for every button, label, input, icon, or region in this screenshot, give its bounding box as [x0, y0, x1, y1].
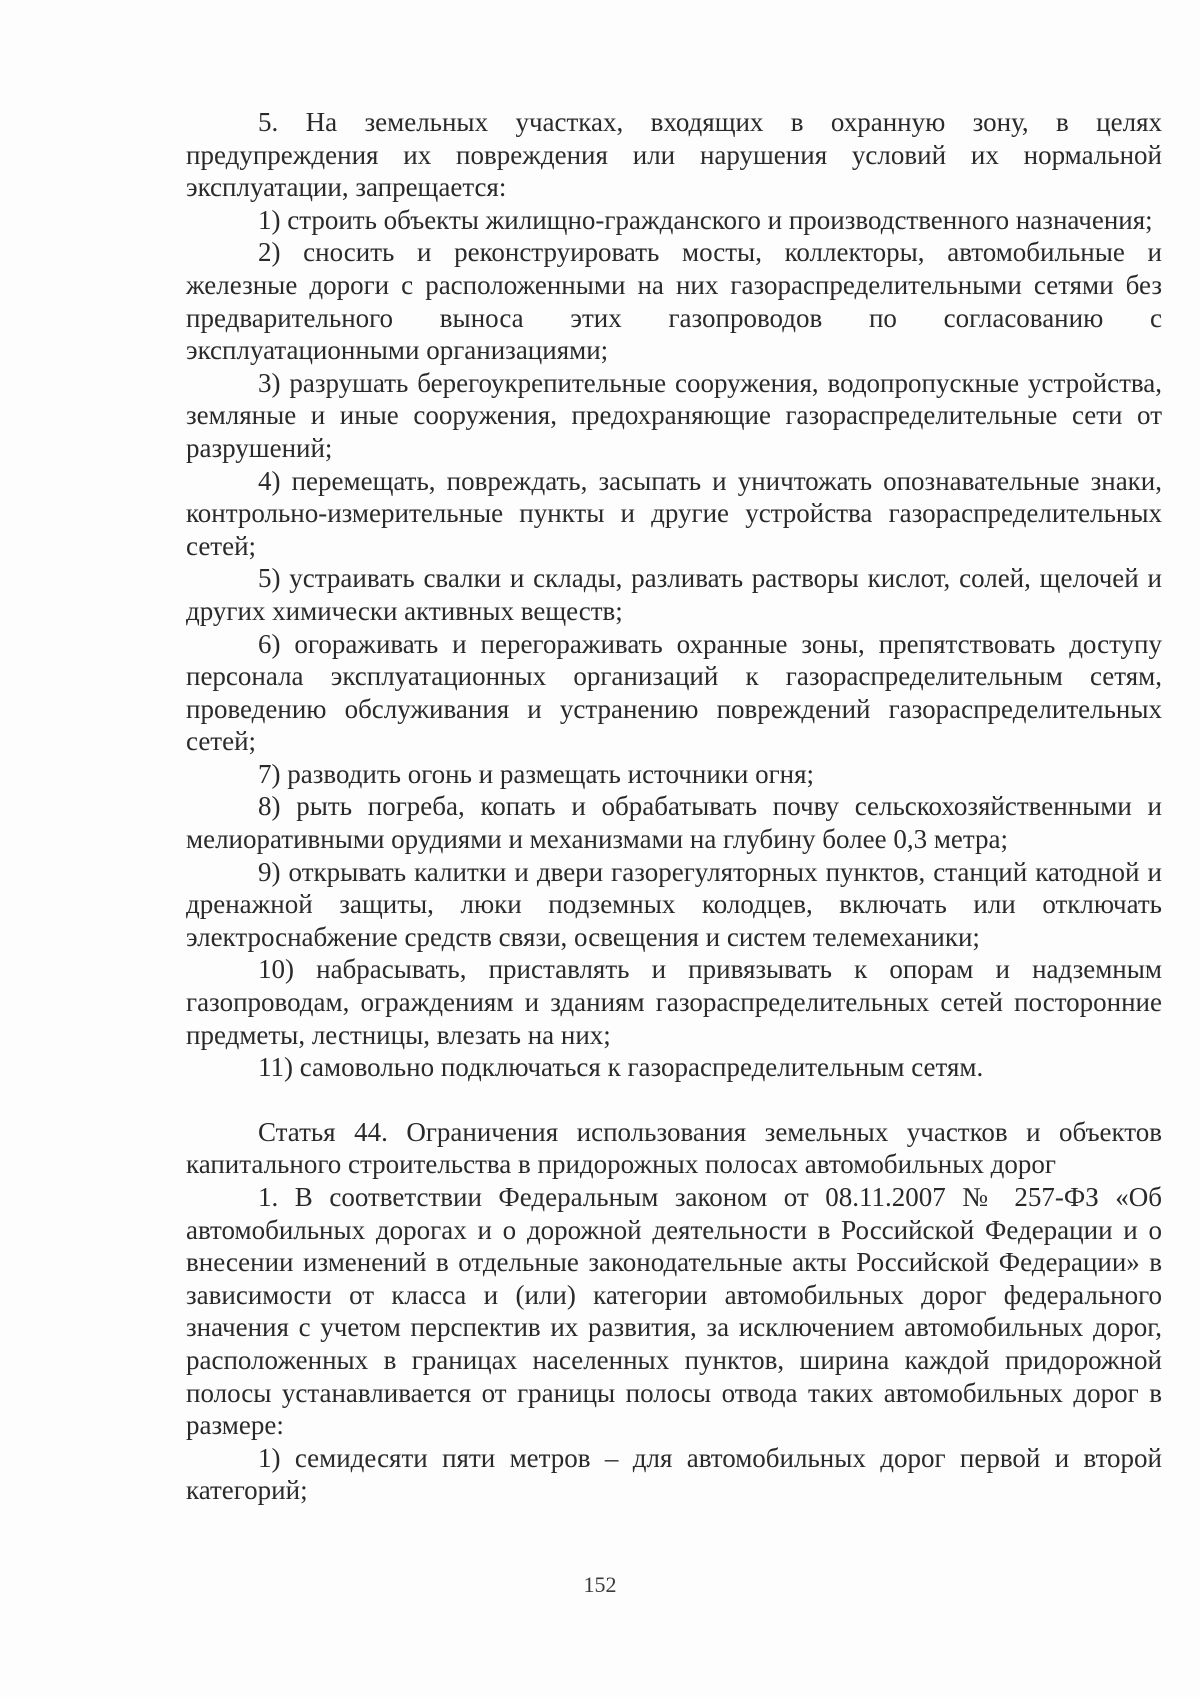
clause-5-intro: 5. На земельных участках, входящих в охранную зону, в целях предупреждения их повреждения или нарушения условий их нормальной эксплуатации, запрещается: [186, 107, 1162, 203]
article-44-item-1: 1) семидесяти пяти метров – для автомобильных дорог первой и второй категорий; [186, 1442, 1162, 1506]
list-item: 1) строить объекты жилищно-гражданского и производственного назначения; [258, 204, 1153, 235]
list-item: 2) сносить и реконструировать мосты, коллекторы, автомобильные и железные дороги с расположенными на них газораспределительными сетями без предварительного выноса этих газопроводов по согласованию с эксплуатационными организациями; [186, 237, 1162, 366]
list-item: 5) устраивать свалки и склады, разливать растворы кислот, солей, щелочей и других химически активных веществ; [186, 563, 1162, 626]
page-number: 152 [583, 1572, 617, 1597]
article-44-clause-1: 1. В соответствии Федеральным законом от 08.11.2007 № 257-ФЗ «Об автомобильных дорогах и о дорожной деятельности в Российской Федерации и о внесении изменений в отдельные законодательные акты Российской Федерации» в зависимости от класса и (или) категории автомобильных дорог федерального значения с учетом перспектив их развития, за исключением автомобильных дорог, расположенных в границах населенных пунктов, ширина каждой придорожной полосы устанавливается от границы полосы отвода таких автомобильных дорог в размере: [186, 1182, 1162, 1441]
list-item: 7) разводить огонь и размещать источники огня; [258, 758, 815, 789]
list-item: 10) набрасывать, приставлять и привязывать к опорам и надземным газопроводам, ограждениям и зданиям газораспределительных сетей посторонние предметы, лестницы, влезать на них; [186, 954, 1162, 1050]
list-item: 6) огораживать и перегораживать охранные зоны, препятствовать доступу персонала эксплуатационных организаций к газораспределительным сетям, проведению обслуживания и устранению повреждений газораспределительных сетей; [186, 628, 1162, 757]
list-item: 8) рыть погреба, копать и обрабатывать почву сельскохозяйственными и мелиоративными орудиями и механизмами на глубину более 0,3 метра; [186, 791, 1162, 855]
document-body [186, 106, 1162, 1507]
article-44-title: Статья 44. Ограничения использования земельных участков и объектов капитального строительства в придорожных полосах автомобильных дорог [186, 1116, 1162, 1180]
section-gap [186, 1084, 1162, 1116]
list-item: 11) самовольно подключаться к газораспределительным сетям. [258, 1052, 984, 1083]
list-item: 9) открывать калитки и двери газорегуляторных пунктов, станций катодной и дренажной защиты, люки подземных колодцев, включать или отключать электроснабжение средств связи, освещения и систем телемеханики; [186, 856, 1162, 952]
list-item: 3) разрушать берегоукрепительные сооружения, водопропускные устройства, земляные и иные сооружения, предохраняющие газораспределительные сети от разрушений; [186, 367, 1162, 463]
list-item: 4) перемещать, повреждать, засыпать и уничтожать опознавательные знаки, контрольно-измерительные пункты и другие устройства газораспределительных сетей; [186, 465, 1162, 561]
